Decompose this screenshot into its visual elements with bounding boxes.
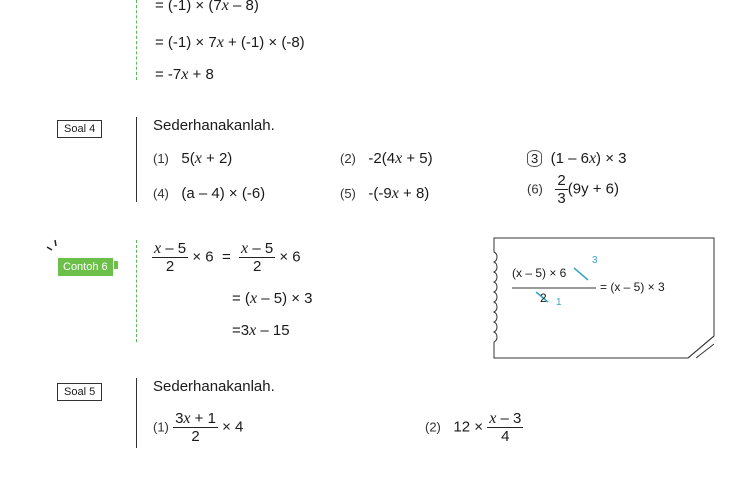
soal-4-instruction: Sederhanakanlah. [153, 117, 275, 134]
soal-5-divider [136, 378, 137, 448]
note-box-denominator: 2 [540, 291, 547, 305]
soal-4-item-1: (1) 5(x + 2) [153, 150, 233, 167]
note-box-result: = (x – 5) × 3 [600, 280, 665, 294]
soal-4-item-4: (4) (a – 4) × (-6) [153, 185, 266, 202]
contoh-6-line-3: =3x – 15 [232, 322, 290, 339]
note-box-numerator: (x – 5) × 6 [512, 266, 567, 280]
soal-4-item-6: (6) $\frac{2}{3}$ (9y + 6) [527, 172, 620, 207]
contoh-6-line-1: $\frac{x - 5}{2}$ × 6 = $\frac{x - 5}{2}$ × 6 [154, 240, 301, 275]
soal-4-item-3: 3 (1 – 6x) × 3 [527, 150, 626, 168]
soal-4-badge: Soal 4 [57, 120, 102, 138]
soal-5-badge: Soal 5 [57, 383, 102, 401]
soal-4-item-2: (2) -2(4x + 5) [340, 150, 433, 167]
top-step-3: = -7x + 8 [155, 66, 214, 83]
sparkle-icon [44, 237, 64, 253]
soal-5-instruction: Sederhanakanlah. [153, 378, 275, 395]
soal-4-divider [136, 117, 137, 202]
soal-4-item-5: (5) -(-9x + 8) [340, 185, 430, 202]
soal-5-item-2: (2) 12 × $\frac{x - 3}{4}$ [425, 410, 522, 445]
contoh-6-dashed-guide [136, 240, 137, 342]
top-dashed-guide [136, 0, 137, 80]
contoh-6-line-2: = (x – 5) × 3 [232, 290, 313, 307]
top-step-2: = (-1) × 7x + (-1) × (-8) [155, 34, 305, 51]
top-step-1: = (-1) × (7x – 8) [155, 0, 259, 14]
soal-5-item-1: (1) $\frac{3x + 1}{2}$ × 4 [153, 410, 244, 445]
note-box-annot-bot: 1 [556, 297, 562, 308]
note-box-annot-top: 3 [592, 255, 598, 266]
contoh-6-tab [114, 261, 118, 269]
contoh-6-badge: Contoh 6 [58, 258, 113, 276]
note-box [492, 236, 722, 366]
